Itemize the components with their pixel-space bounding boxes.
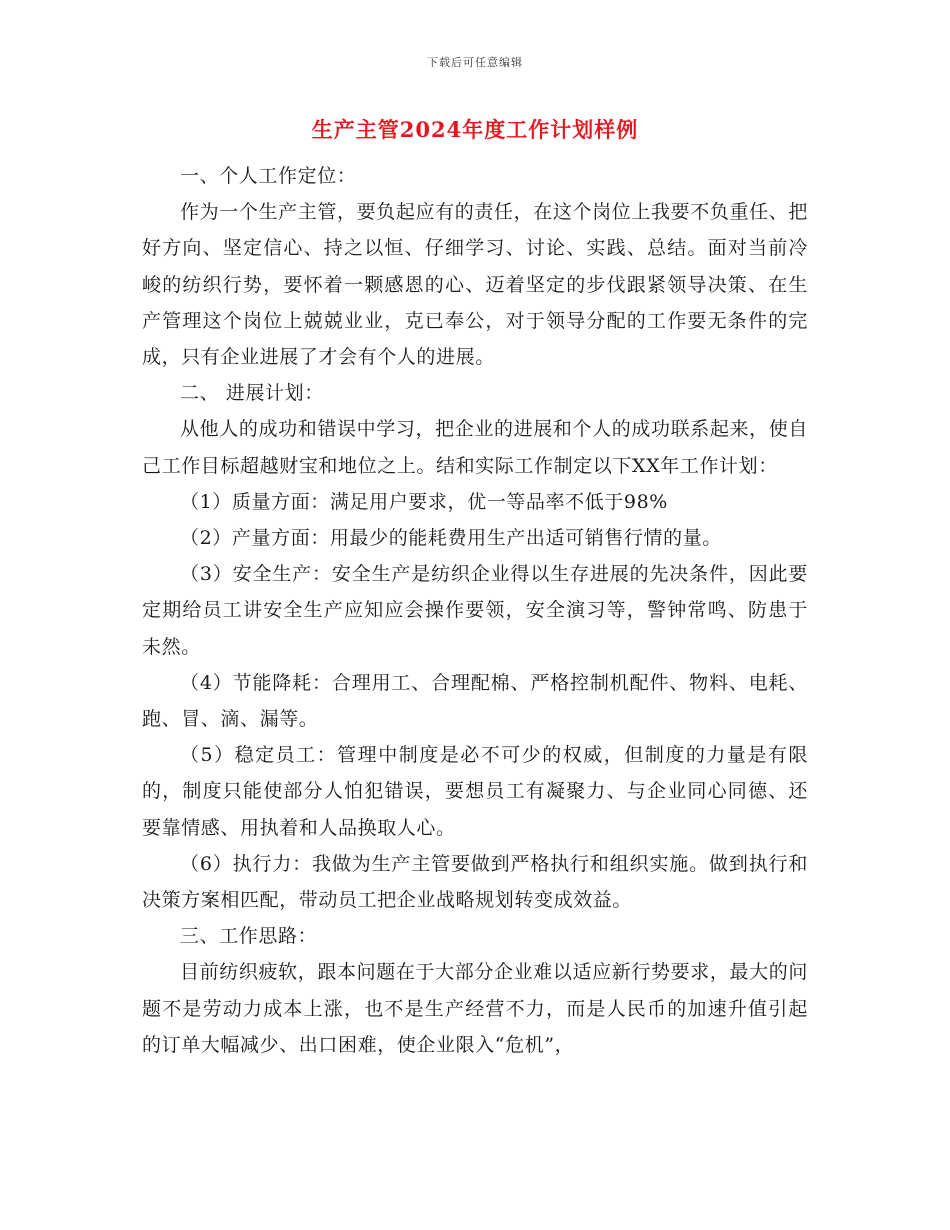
paragraph-work-ideas: 目前纺织疲软，跟本问题在于大部分企业难以适应新行势要求，最大的问题不是劳动力成本上涨，也不是生产经营不力，而是人民币的加速升值引起的订单大幅减少、出口困难，使企业限入“危机”，	[142, 961, 808, 1056]
plan-item-staff: （5）稳定员工：管理中制度是必不可少的权威，但制度的力量是有限的，制度只能使部分人怕犯错误，要想员工有凝聚力、与企业同心同德、还要靠情感、用执着和人品换取人心。	[142, 744, 808, 839]
section-heading-1: 一、个人工作定位：	[180, 165, 357, 187]
section-heading-2: 二、 进展计划：	[180, 382, 324, 405]
paragraph-plan-intro: 从他人的成功和错误中学习，把企业的进展和个人的成功联系起来，使自己工作目标超越财宝和地位之上。结和实际工作制定以下XX年工作计划：	[142, 418, 808, 477]
plan-item-execution: （6）执行力：我做为生产主管要做到严格执行和组织实施。做到执行和决策方案相匹配，带动员工把企业战略规划转变成效益。	[142, 852, 808, 912]
plan-item-energy: （4）节能降耗：合理用工、合理配棉、严格控制机配件、物料、电耗、跑、冒、滴、漏等。	[142, 671, 808, 731]
document-body	[142, 158, 808, 1063]
plan-item-safety: （3）安全生产：安全生产是纺织企业得以生存进展的先决条件，因此要定期给员工讲安全生产应知应会操作要领，安全演习等，警钟常鸣、防患于未然。	[142, 563, 808, 658]
plan-item-output: （2）产量方面：用最少的能耗费用生产出适可销售行情的量。	[180, 527, 722, 550]
section-heading-3: 三、工作思路：	[180, 925, 318, 948]
document-title: 生产主管2024年度工作计划样例	[311, 117, 639, 142]
plan-item-quality: （1）质量方面：满足用户要求，优一等品率不低于98%	[180, 490, 668, 513]
paragraph-positioning: 作为一个生产主管，要负起应有的责任，在这个岗位上我要不负重任、把好方向、坚定信心、持之以恒、仔细学习、讨论、实践、总结。面对当前冷峻的纺织行势，要怀着一颗感恩的心、迈着坚定的步伐跟紧领导决策、在生产管理这个岗位上兢兢业业，克已奉公，对于领导分配的工作要无条件的完成，只有企业进展了才会有个人的进展。	[142, 201, 808, 369]
header-note: 下载后可任意编辑	[427, 56, 523, 69]
